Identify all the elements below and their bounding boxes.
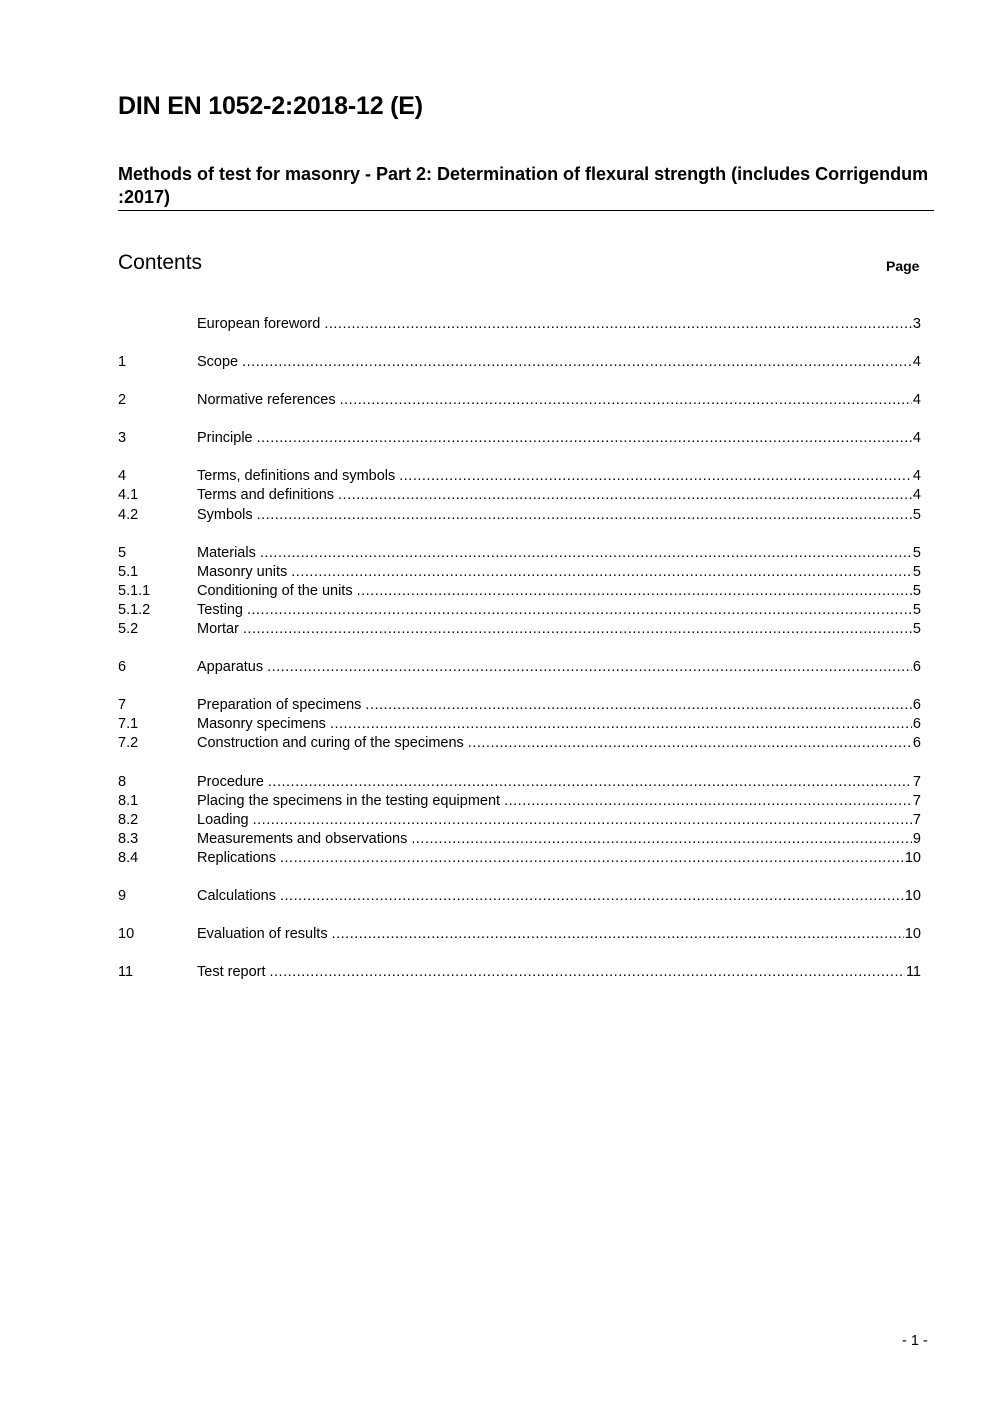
toc-leader-dots (257, 506, 912, 525)
toc-leader-dots (260, 544, 912, 563)
toc-page: 4 (912, 487, 921, 504)
toc-entry-8-1[interactable] (118, 792, 921, 811)
toc-page: 4 (912, 468, 921, 485)
toc-title: Measurements and observations (197, 830, 408, 847)
toc-leader-dots (243, 620, 912, 639)
toc-page: 10 (904, 849, 921, 866)
toc-title: Placing the specimens in the testing equipment (197, 792, 501, 809)
toc-entry-5-2[interactable] (118, 620, 921, 639)
toc-entry-8-2[interactable] (118, 811, 921, 830)
toc-leader-dots (365, 696, 912, 715)
toc-entry-8-4[interactable] (118, 849, 921, 868)
toc-page: 7 (912, 811, 921, 828)
toc-entry-7[interactable] (118, 696, 921, 715)
toc-entry-9[interactable] (118, 887, 921, 906)
toc-leader-dots (267, 658, 912, 677)
toc-page: 5 (912, 506, 921, 523)
toc-number: 8 (118, 773, 127, 790)
toc-title: Terms and definitions (197, 487, 335, 504)
toc-leader-dots (504, 792, 912, 811)
toc-leader-dots (268, 773, 912, 792)
toc-title: Loading (197, 811, 249, 828)
toc-page: 5 (912, 563, 921, 580)
toc-leader-dots (357, 582, 912, 601)
title-divider (118, 210, 934, 211)
toc-number: 7.2 (118, 735, 139, 752)
toc-title: Preparation of specimens (197, 697, 362, 714)
toc-entry-7-1[interactable] (118, 715, 921, 734)
toc-leader-dots (280, 887, 904, 906)
toc-leader-dots (242, 353, 912, 372)
toc-title: European foreword (197, 316, 321, 332)
toc-number: 10 (118, 926, 135, 943)
toc-title: Materials (197, 544, 256, 561)
toc-page: 7 (912, 792, 921, 809)
toc-page: 6 (912, 659, 921, 676)
toc-entry-5-1-2[interactable] (118, 601, 921, 620)
toc-page: 4 (912, 430, 921, 447)
toc-entry-3[interactable] (118, 429, 921, 448)
toc-number: 3 (118, 430, 127, 447)
contents-heading: Contents (118, 251, 203, 274)
toc-number: 4.1 (118, 487, 139, 504)
toc-entry-10[interactable] (118, 925, 921, 944)
toc-leader-dots (332, 925, 904, 944)
toc-page: 7 (912, 773, 921, 790)
toc-page: 4 (912, 354, 921, 371)
toc-title: Masonry units (197, 563, 288, 580)
toc-page: 6 (912, 735, 921, 752)
toc-leader-dots (257, 429, 912, 448)
toc-leader-dots (270, 963, 905, 982)
document-id: DIN EN 1052-2:2018-12 (E) (118, 92, 423, 120)
toc-number: 8.3 (118, 830, 139, 847)
toc-number: 8.4 (118, 849, 139, 866)
toc-number: 8.1 (118, 792, 139, 809)
toc-entry-8-3[interactable] (118, 830, 921, 849)
toc-number: 9 (118, 887, 127, 904)
toc-page: 5 (912, 544, 921, 561)
toc-leader-dots (280, 849, 904, 868)
toc-title: Calculations (197, 887, 276, 904)
toc-leader-dots (291, 563, 912, 582)
toc-page: 5 (912, 601, 921, 618)
toc-leader-dots (411, 830, 912, 849)
toc-title: Apparatus (197, 659, 264, 676)
toc-title: Replications (197, 849, 276, 866)
toc-leader-dots (399, 467, 912, 486)
table-of-contents (118, 315, 921, 982)
toc-leader-dots (324, 315, 912, 334)
toc-page: 5 (912, 621, 921, 638)
toc-entry-2[interactable] (118, 391, 921, 410)
toc-number: 5.1.1 (118, 582, 151, 599)
toc-number: 1 (118, 354, 127, 371)
toc-leader-dots (247, 601, 912, 620)
toc-entry-6[interactable] (118, 658, 921, 677)
toc-leader-dots (330, 715, 912, 734)
toc-number: 6 (118, 659, 127, 676)
toc-number: 2 (118, 392, 127, 409)
toc-entry-4-1[interactable] (118, 486, 921, 505)
toc-page: 10 (904, 926, 921, 943)
page-column-heading: Page (886, 258, 920, 274)
toc-page: 5 (912, 582, 921, 599)
toc-entry-4-2[interactable] (118, 506, 921, 525)
toc-number: 5 (118, 544, 127, 561)
toc-entry-11[interactable] (118, 963, 921, 982)
toc-title: Normative references (197, 392, 336, 409)
toc-number: 4.2 (118, 506, 139, 523)
toc-number: 5.2 (118, 621, 139, 638)
page-number: - 1 - (902, 1333, 928, 1349)
toc-title: Procedure (197, 773, 264, 790)
toc-entry-4[interactable] (118, 467, 921, 486)
toc-number: 5.1.2 (118, 601, 151, 618)
toc-title: Testing (197, 601, 243, 618)
toc-title: Construction and curing of the specimens (197, 735, 464, 752)
toc-title: Mortar (197, 621, 239, 638)
toc-page: 11 (905, 964, 921, 981)
toc-page: 6 (912, 697, 921, 714)
toc-page: 6 (912, 716, 921, 733)
toc-title: Masonry specimens (197, 716, 326, 733)
toc-page: 4 (912, 392, 921, 409)
toc-page: 9 (912, 830, 921, 847)
toc-number: 7 (118, 697, 127, 714)
toc-title: Symbols (197, 506, 253, 523)
toc-number: 7.1 (118, 716, 139, 733)
toc-title: Principle (197, 430, 253, 447)
toc-entry-8[interactable] (118, 773, 921, 792)
toc-number: 5.1 (118, 563, 139, 580)
toc-entry-5[interactable] (118, 544, 921, 563)
toc-page: 10 (904, 887, 921, 904)
toc-entry-5-1-1[interactable] (118, 582, 921, 601)
toc-entry-7-2[interactable] (118, 734, 921, 753)
toc-title: Evaluation of results (197, 926, 328, 943)
toc-number: 11 (118, 964, 134, 981)
toc-leader-dots (338, 486, 912, 505)
toc-number: 8.2 (118, 811, 139, 828)
toc-leader-dots (253, 811, 912, 830)
toc-leader-dots (468, 734, 912, 753)
toc-title: Terms, definitions and symbols (197, 468, 396, 485)
toc-entry-foreword[interactable] (118, 315, 921, 334)
toc-leader-dots (340, 391, 912, 410)
toc-title: Scope (197, 354, 239, 371)
toc-entry-5-1[interactable] (118, 563, 921, 582)
document-title: Methods of test for masonry - Part 2: Determination of flexural strength (includes Corrigendum :2017) (118, 164, 929, 207)
toc-title: Conditioning of the units (197, 582, 353, 599)
toc-title: Test report (197, 964, 266, 981)
toc-number: 4 (118, 468, 127, 485)
toc-page: 3 (912, 316, 921, 332)
toc-entry-1[interactable] (118, 353, 921, 372)
